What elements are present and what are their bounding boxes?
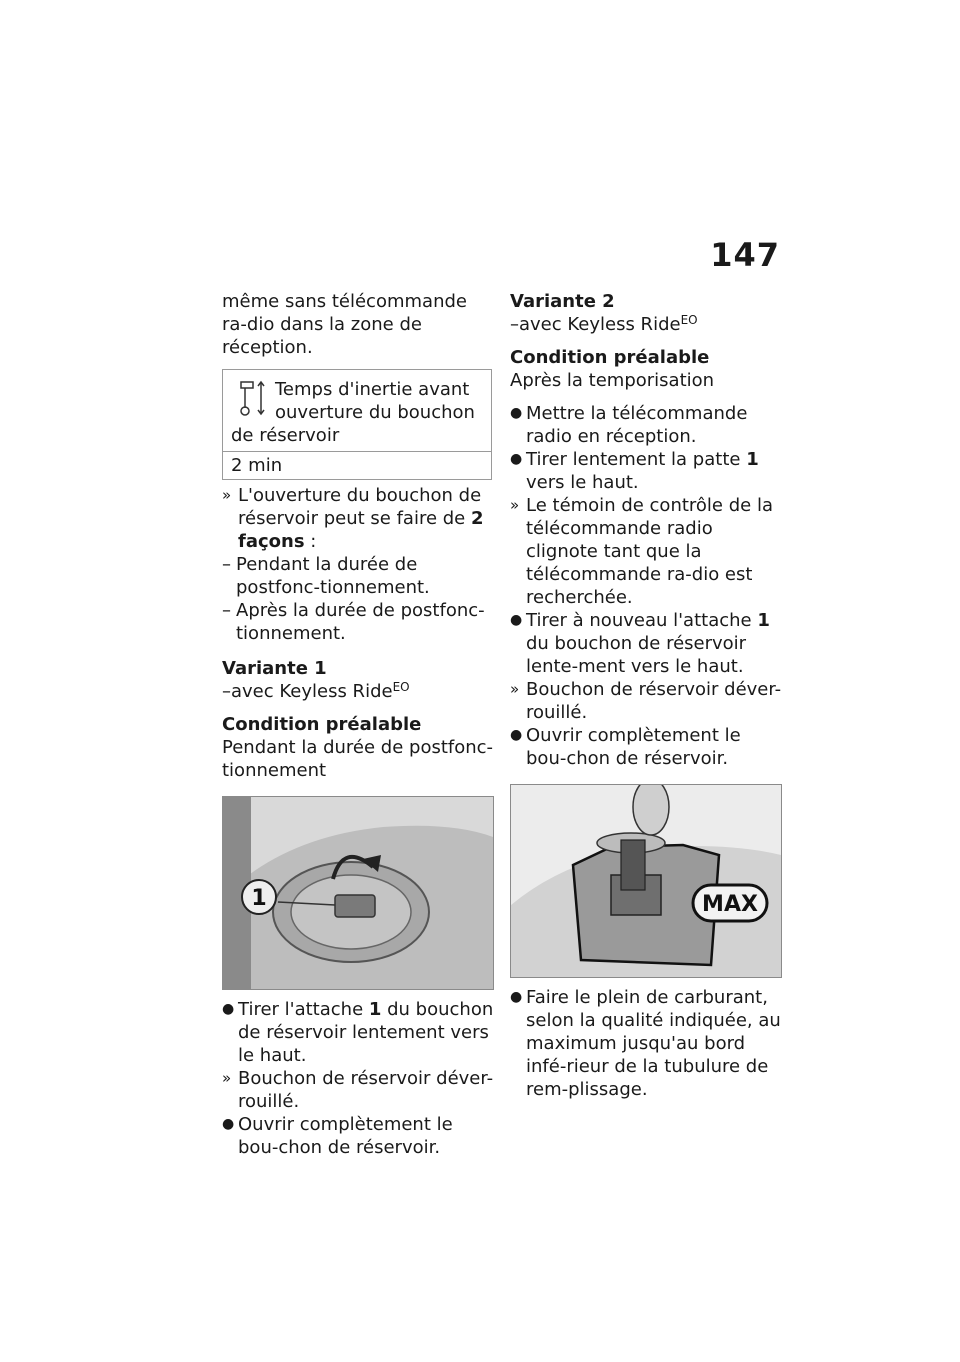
figure-max-label: MAX: [702, 892, 758, 917]
bullet-item: [222, 998, 494, 1067]
variant-superscript: EO: [392, 680, 410, 694]
result-marker: »: [510, 680, 520, 698]
bullet-marker: ●: [222, 1001, 235, 1017]
dash-item: [222, 553, 494, 599]
result-item: [510, 494, 782, 609]
bullet-text: Ouvrir complètement le bou-chon de réservoir.: [238, 1114, 453, 1158]
bullet-item: [222, 1113, 494, 1159]
variant-subtitle: –avec Keyless Ride$^{EO}$: [510, 313, 698, 335]
condition-title: Condition préalable: [510, 347, 710, 368]
info-box-value: 2 min: [223, 451, 491, 479]
bullet-text: Faire le plein de carburant, selon la qualité indiquée, au maximum jusqu'au bord infé-rieur de la tubulure de rem-plissage.: [526, 987, 781, 1100]
bullet-marker: ●: [510, 989, 523, 1005]
result-marker: »: [222, 1069, 232, 1087]
dash-text: Pendant la durée de postfonc-tionnement.: [236, 554, 430, 598]
result-text: Bouchon de réservoir déver-rouillé.: [526, 679, 782, 723]
fuel-filler-figure: [510, 784, 782, 978]
info-box-header: [223, 370, 491, 451]
dash-text: Après la durée de postfonc-tionnement.: [236, 600, 485, 644]
bullet-text: Ouvrir complètement le bou-chon de réservoir.: [526, 725, 741, 769]
variant-title: Variante 1: [222, 658, 327, 679]
result-text-after: :: [304, 531, 317, 552]
bullet-text-after: vers le haut.: [526, 472, 639, 493]
bullet-item: [510, 986, 782, 1101]
bullet-item: [510, 402, 782, 448]
bullet-text-after: du bouchon de réservoir lente-ment vers le haut.: [526, 633, 747, 677]
bullet-marker: ●: [510, 727, 523, 743]
dash-marker: –: [222, 554, 231, 575]
variant-subtitle: –avec Keyless Ride$^{EO}$: [222, 680, 410, 702]
bullet-text: Tirer l'attache: [238, 999, 369, 1020]
result-marker: »: [510, 496, 520, 514]
bullet-text: Mettre la télécommande radio en réception.: [526, 403, 748, 447]
result-marker: »: [222, 486, 232, 504]
bullet-bold: 1: [746, 449, 759, 470]
result-text: Le témoin de contrôle de la télécommande radio clignote tant que la télécommande ra-dio est recherchée.: [526, 495, 773, 608]
intro-text: même sans télécommande ra-dio dans la zone de réception.: [222, 291, 467, 358]
info-box: [222, 369, 492, 480]
timer-fuel-cap-icon: [235, 378, 269, 418]
result-bold: 2 façons: [238, 508, 484, 552]
bullet-marker: ●: [222, 1116, 235, 1132]
right-column: [510, 290, 782, 1101]
bullet-text: Tirer lentement la patte: [526, 449, 747, 470]
result-item: [222, 1067, 494, 1113]
bullet-item: [510, 448, 782, 494]
bullet-bold: 1: [757, 610, 770, 631]
variant-subtitle-text: avec Keyless Ride: [519, 314, 681, 335]
condition-text: Après la temporisation: [510, 370, 715, 391]
result-item: [222, 484, 494, 553]
bullet-text: Tirer à nouveau l'attache: [526, 610, 758, 631]
variant-subtitle-text: avec Keyless Ride: [231, 681, 393, 702]
bullet-marker: ●: [510, 451, 523, 467]
bullet-bold: 1: [368, 999, 382, 1020]
left-column: [222, 290, 494, 1159]
page-number: 147: [710, 236, 780, 274]
bullet-item: [510, 609, 782, 678]
condition-text: Pendant la durée de postfonc-tionnement: [222, 737, 494, 781]
bullet-item: [510, 724, 782, 770]
variant-superscript: EO: [680, 313, 698, 327]
result-item: [510, 678, 782, 724]
bullet-marker: ●: [510, 405, 523, 421]
fuel-cap-figure: [222, 796, 494, 990]
dash-marker: –: [222, 600, 231, 621]
condition-title: Condition préalable: [222, 714, 422, 735]
dash-item: [222, 599, 494, 645]
info-box-title: Temps d'inertie avant ouverture du bouchon de réservoir: [231, 379, 475, 446]
result-text: L'ouverture du bouchon de réservoir peut se faire de: [238, 485, 482, 529]
bullet-text-after: du bouchon de réservoir lentement vers le haut.: [238, 999, 494, 1066]
bullet-marker: ●: [510, 612, 523, 628]
figure-callout-label: 1: [251, 886, 267, 911]
variant-title: Variante 2: [510, 291, 615, 312]
result-text: Bouchon de réservoir déver-rouillé.: [238, 1068, 494, 1112]
